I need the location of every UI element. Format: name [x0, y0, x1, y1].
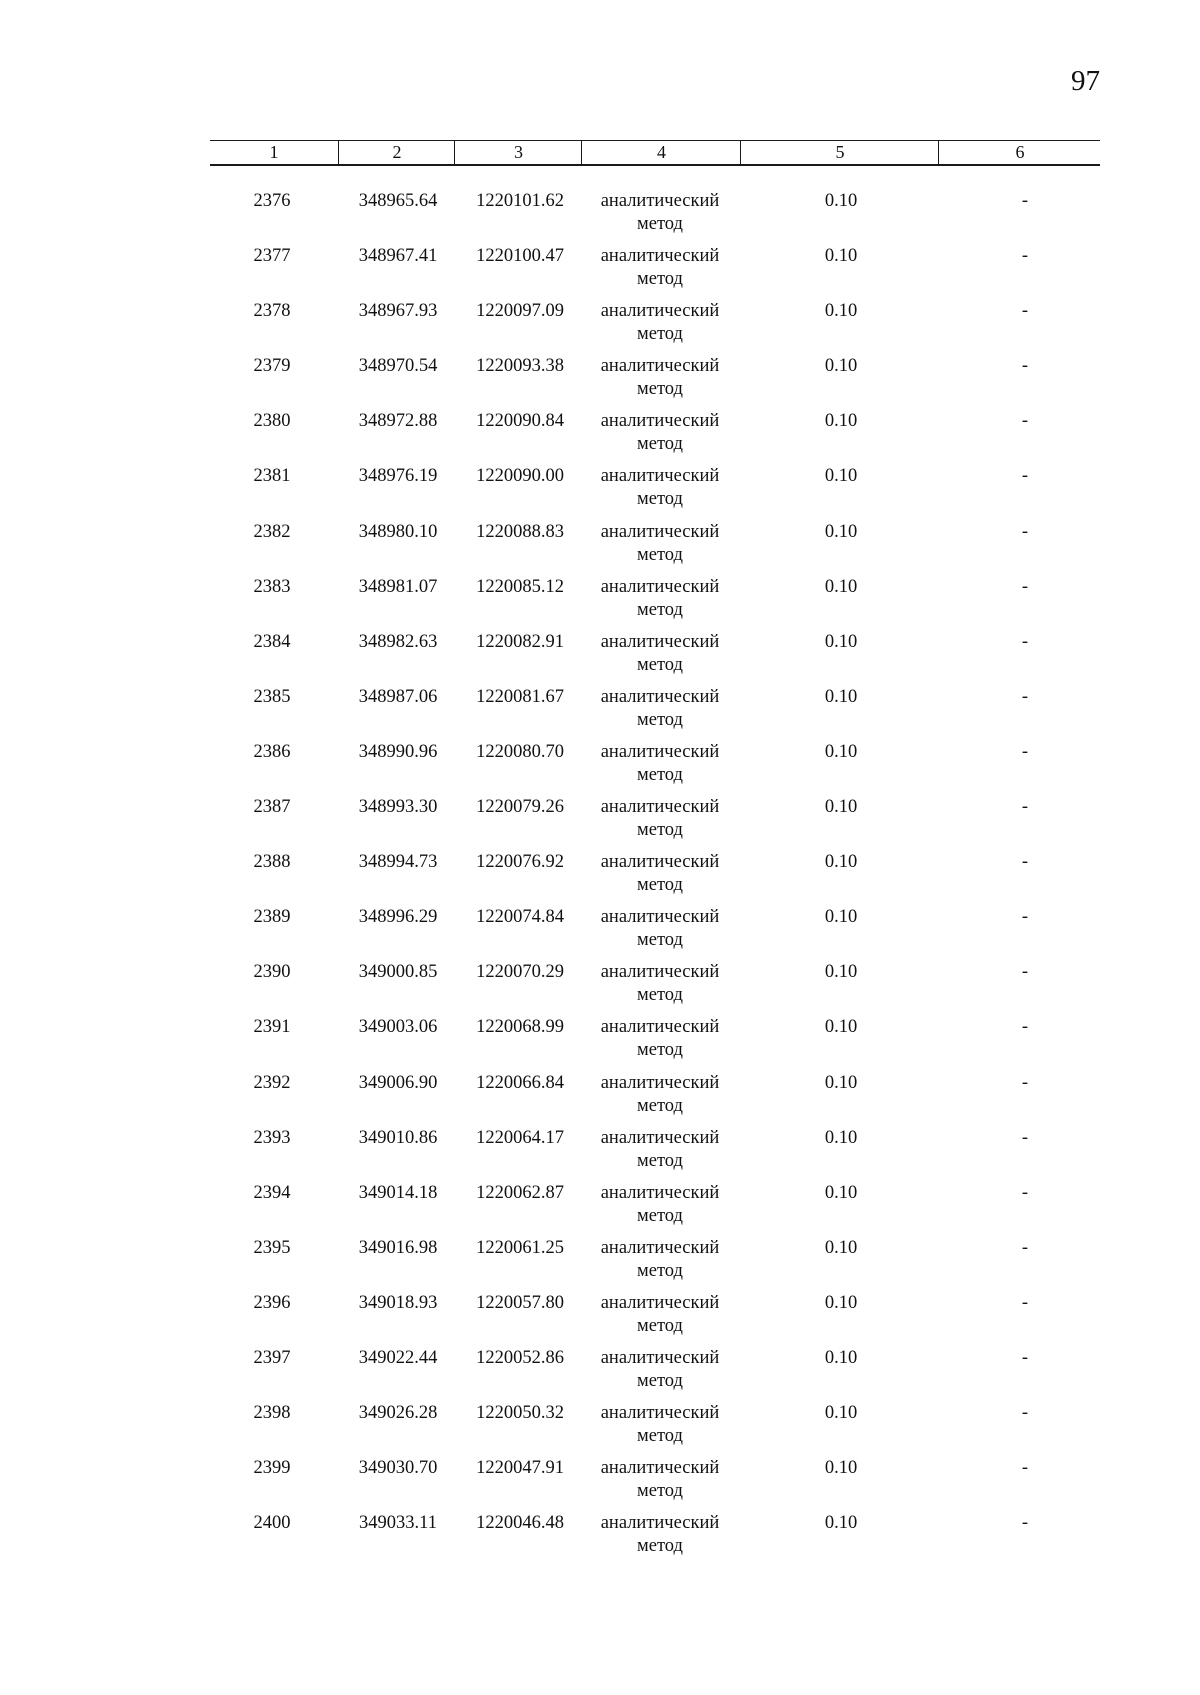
coordinate-x: 349026.28 [358, 1403, 438, 1424]
coordinate-y: 1220066.84 [476, 1072, 564, 1093]
coordinate-x: 349022.44 [358, 1347, 438, 1368]
accuracy-value: 0.10 [824, 686, 858, 707]
method-line-1: аналитический [600, 246, 720, 267]
table-row [210, 1457, 1100, 1512]
coordinate-x: 348981.07 [358, 576, 438, 597]
method-line-2: метод [637, 930, 683, 951]
dash-cell: - [1021, 1513, 1029, 1534]
method-cell [585, 631, 735, 677]
accuracy-value: 0.10 [824, 576, 858, 597]
dash-cell: - [1021, 962, 1029, 983]
point-number: 2381 [253, 466, 291, 487]
dash-cell: - [1021, 576, 1029, 597]
accuracy-value: 0.10 [824, 852, 858, 873]
table-row [210, 631, 1100, 686]
dash-cell: - [1021, 466, 1029, 487]
method-cell [585, 245, 735, 291]
method-line-2: метод [637, 1370, 683, 1391]
method-cell [585, 1237, 735, 1283]
table-row [210, 961, 1100, 1016]
table-row [210, 300, 1100, 355]
point-number: 2391 [253, 1017, 291, 1038]
coordinate-y: 1220062.87 [476, 1182, 564, 1203]
table-row [210, 355, 1100, 410]
coordinate-y: 1220046.48 [476, 1513, 564, 1534]
coordinate-x: 348972.88 [358, 411, 438, 432]
table-row [210, 741, 1100, 796]
column-header-5: 5 [740, 141, 939, 164]
point-number: 2390 [253, 962, 291, 983]
method-cell [585, 851, 735, 897]
coordinate-y: 1220064.17 [476, 1127, 564, 1148]
coordinate-x: 348990.96 [358, 741, 438, 762]
method-cell [585, 355, 735, 401]
column-header-2: 2 [338, 141, 455, 164]
method-cell [585, 1016, 735, 1062]
coordinate-x: 349006.90 [358, 1072, 438, 1093]
point-number: 2395 [253, 1237, 291, 1258]
table-row [210, 410, 1100, 465]
accuracy-value: 0.10 [824, 1347, 858, 1368]
table-header [210, 140, 1100, 166]
coordinate-x: 349033.11 [359, 1513, 437, 1534]
coordinate-y: 1220093.38 [476, 356, 564, 377]
method-line-2: метод [637, 599, 683, 620]
accuracy-value: 0.10 [824, 246, 858, 267]
point-number: 2396 [253, 1292, 291, 1313]
dash-cell: - [1021, 1017, 1029, 1038]
point-number: 2386 [253, 741, 291, 762]
table-row [210, 1402, 1100, 1457]
point-number: 2387 [253, 797, 291, 818]
coordinate-y: 1220088.83 [476, 521, 564, 542]
coordinate-x: 349000.85 [358, 962, 438, 983]
point-number: 2384 [253, 631, 291, 652]
table-row [210, 521, 1100, 576]
method-line-1: аналитический [600, 1072, 720, 1093]
method-line-1: аналитический [600, 741, 720, 762]
coordinate-y: 1220080.70 [476, 741, 564, 762]
coordinate-y: 1220052.86 [476, 1347, 564, 1368]
method-line-2: метод [637, 544, 683, 565]
dash-cell: - [1021, 1072, 1029, 1093]
dash-cell: - [1021, 631, 1029, 652]
dash-cell: - [1021, 907, 1029, 928]
method-line-1: аналитический [600, 1182, 720, 1203]
point-number: 2400 [253, 1513, 291, 1534]
method-cell [585, 190, 735, 236]
coordinate-x: 348967.41 [358, 246, 438, 267]
method-line-1: аналитический [600, 1127, 720, 1148]
accuracy-value: 0.10 [824, 191, 858, 211]
accuracy-value: 0.10 [824, 907, 858, 928]
method-cell [585, 906, 735, 952]
method-line-2: метод [637, 214, 683, 234]
coordinate-y: 1220047.91 [476, 1458, 564, 1479]
accuracy-value: 0.10 [824, 962, 858, 983]
table-row [210, 796, 1100, 851]
point-number: 2388 [253, 852, 291, 873]
method-line-1: аналитический [600, 1237, 720, 1258]
coordinate-y: 1220074.84 [476, 907, 564, 928]
method-line-2: метод [637, 820, 683, 841]
table-row [210, 576, 1100, 631]
point-number: 2376 [253, 191, 291, 211]
point-number: 2378 [253, 301, 291, 322]
dash-cell: - [1021, 1403, 1029, 1424]
coordinate-y: 1220097.09 [476, 301, 564, 322]
coordinate-x: 349016.98 [358, 1237, 438, 1258]
point-number: 2397 [253, 1347, 291, 1368]
method-line-1: аналитический [600, 521, 720, 542]
method-line-2: метод [637, 379, 683, 400]
accuracy-value: 0.10 [824, 1182, 858, 1203]
accuracy-value: 0.10 [824, 521, 858, 542]
dash-cell: - [1021, 1458, 1029, 1479]
table-row [210, 465, 1100, 520]
accuracy-value: 0.10 [824, 631, 858, 652]
method-line-1: аналитический [600, 1403, 720, 1424]
method-cell [585, 521, 735, 567]
method-line-1: аналитический [600, 1292, 720, 1313]
method-cell [585, 1127, 735, 1173]
coordinate-x: 348970.54 [358, 356, 438, 377]
dash-cell: - [1021, 1182, 1029, 1203]
table-body [210, 190, 1100, 1567]
method-cell [585, 1292, 735, 1338]
table-row [210, 1072, 1100, 1127]
point-number: 2394 [253, 1182, 291, 1203]
column-header-6: 6 [938, 141, 1101, 164]
coordinate-y: 1220100.47 [476, 246, 564, 267]
dash-cell: - [1021, 1237, 1029, 1258]
accuracy-value: 0.10 [824, 1403, 858, 1424]
method-cell [585, 741, 735, 787]
method-cell [585, 961, 735, 1007]
method-line-2: метод [637, 1040, 683, 1061]
dash-cell: - [1021, 852, 1029, 873]
dash-cell: - [1021, 191, 1029, 211]
method-line-1: аналитический [600, 411, 720, 432]
accuracy-value: 0.10 [824, 466, 858, 487]
coordinate-x: 348987.06 [358, 686, 438, 707]
coordinate-y: 1220079.26 [476, 797, 564, 818]
accuracy-value: 0.10 [824, 356, 858, 377]
coordinate-x: 348980.10 [358, 521, 438, 542]
accuracy-value: 0.10 [824, 741, 858, 762]
method-line-2: метод [637, 985, 683, 1006]
accuracy-value: 0.10 [824, 1127, 858, 1148]
table-row [210, 190, 1100, 245]
method-line-1: аналитический [600, 1458, 720, 1479]
method-cell [585, 1072, 735, 1118]
table-row [210, 1347, 1100, 1402]
coordinate-x: 348967.93 [358, 301, 438, 322]
method-line-1: аналитический [600, 466, 720, 487]
table-row [210, 1512, 1100, 1567]
coordinate-y: 1220076.92 [476, 852, 564, 873]
point-number: 2389 [253, 907, 291, 928]
coordinate-x: 348982.63 [358, 631, 438, 652]
point-number: 2377 [253, 246, 291, 267]
coordinate-y: 1220101.62 [476, 191, 564, 211]
point-number: 2383 [253, 576, 291, 597]
method-line-1: аналитический [600, 907, 720, 928]
method-line-1: аналитический [600, 576, 720, 597]
dash-cell: - [1021, 521, 1029, 542]
table-row [210, 1016, 1100, 1071]
method-cell [585, 300, 735, 346]
method-line-2: метод [637, 434, 683, 455]
method-line-2: метод [637, 1536, 683, 1557]
coordinate-y: 1220070.29 [476, 962, 564, 983]
method-line-1: аналитический [600, 962, 720, 983]
coordinate-y: 1220081.67 [476, 686, 564, 707]
point-number: 2380 [253, 411, 291, 432]
accuracy-value: 0.10 [824, 797, 858, 818]
dash-cell: - [1021, 1347, 1029, 1368]
method-cell [585, 1402, 735, 1448]
coordinate-y: 1220090.00 [476, 466, 564, 487]
dash-cell: - [1021, 411, 1029, 432]
table-row [210, 851, 1100, 906]
dash-cell: - [1021, 1127, 1029, 1148]
column-header-4: 4 [581, 141, 741, 164]
dash-cell: - [1021, 356, 1029, 377]
coordinate-x: 349018.93 [358, 1292, 438, 1313]
method-line-1: аналитический [600, 191, 720, 211]
method-line-2: метод [637, 324, 683, 345]
accuracy-value: 0.10 [824, 1017, 858, 1038]
method-line-2: метод [637, 489, 683, 510]
method-line-1: аналитический [600, 797, 720, 818]
coordinate-y: 1220085.12 [476, 576, 564, 597]
method-cell [585, 686, 735, 732]
point-number: 2385 [253, 686, 291, 707]
coordinate-x: 348976.19 [358, 466, 438, 487]
point-number: 2393 [253, 1127, 291, 1148]
method-line-2: метод [637, 764, 683, 785]
method-cell [585, 1512, 735, 1558]
accuracy-value: 0.10 [824, 1292, 858, 1313]
table-row [210, 1237, 1100, 1292]
accuracy-value: 0.10 [824, 411, 858, 432]
method-line-1: аналитический [600, 852, 720, 873]
method-line-1: аналитический [600, 631, 720, 652]
coordinate-x: 348994.73 [358, 852, 438, 873]
coordinate-y: 1220061.25 [476, 1237, 564, 1258]
dash-cell: - [1021, 246, 1029, 267]
point-number: 2379 [253, 356, 291, 377]
method-cell [585, 1182, 735, 1228]
method-cell [585, 1347, 735, 1393]
coordinate-x: 348993.30 [358, 797, 438, 818]
method-line-2: метод [637, 654, 683, 675]
point-number: 2398 [253, 1403, 291, 1424]
table-row [210, 1292, 1100, 1347]
accuracy-value: 0.10 [824, 301, 858, 322]
table-row [210, 245, 1100, 300]
table-row [210, 1127, 1100, 1182]
dash-cell: - [1021, 797, 1029, 818]
method-line-2: метод [637, 1150, 683, 1171]
method-line-1: аналитический [600, 1513, 720, 1534]
column-header-3: 3 [454, 141, 582, 164]
method-line-2: метод [637, 1426, 683, 1447]
dash-cell: - [1021, 301, 1029, 322]
point-number: 2399 [253, 1458, 291, 1479]
method-line-1: аналитический [600, 1017, 720, 1038]
method-cell [585, 465, 735, 511]
table-row [210, 1182, 1100, 1237]
method-line-2: метод [637, 709, 683, 730]
method-line-1: аналитический [600, 686, 720, 707]
point-number: 2392 [253, 1072, 291, 1093]
method-cell [585, 576, 735, 622]
coordinate-y: 1220082.91 [476, 631, 564, 652]
point-number: 2382 [253, 521, 291, 542]
coordinate-x: 349003.06 [358, 1017, 438, 1038]
method-line-2: метод [637, 269, 683, 290]
column-header-1: 1 [269, 142, 279, 162]
method-line-2: метод [637, 1481, 683, 1502]
method-cell [585, 796, 735, 842]
accuracy-value: 0.10 [824, 1513, 858, 1534]
coordinate-x: 349010.86 [358, 1127, 438, 1148]
method-line-2: метод [637, 1315, 683, 1336]
coordinate-x: 349014.18 [358, 1182, 438, 1203]
dash-cell: - [1021, 686, 1029, 707]
coordinate-x: 348996.29 [358, 907, 438, 928]
table-row [210, 686, 1100, 741]
method-cell [585, 1457, 735, 1503]
coordinate-y: 1220068.99 [476, 1017, 564, 1038]
accuracy-value: 0.10 [824, 1458, 858, 1479]
dash-cell: - [1021, 1292, 1029, 1313]
method-line-1: аналитический [600, 356, 720, 377]
dash-cell: - [1021, 741, 1029, 762]
page-number: 97 [1071, 65, 1100, 97]
method-line-2: метод [637, 875, 683, 896]
method-cell [585, 410, 735, 456]
method-line-2: метод [637, 1260, 683, 1281]
method-line-2: метод [637, 1095, 683, 1116]
coordinate-x: 349030.70 [358, 1458, 438, 1479]
method-line-1: аналитический [600, 1347, 720, 1368]
coordinate-y: 1220050.32 [476, 1403, 564, 1424]
coordinate-y: 1220090.84 [476, 411, 564, 432]
table-row [210, 906, 1100, 961]
coordinate-y: 1220057.80 [476, 1292, 564, 1313]
coordinate-x: 348965.64 [358, 191, 438, 211]
accuracy-value: 0.10 [824, 1072, 858, 1093]
method-line-1: аналитический [600, 301, 720, 322]
method-line-2: метод [637, 1205, 683, 1226]
accuracy-value: 0.10 [824, 1237, 858, 1258]
